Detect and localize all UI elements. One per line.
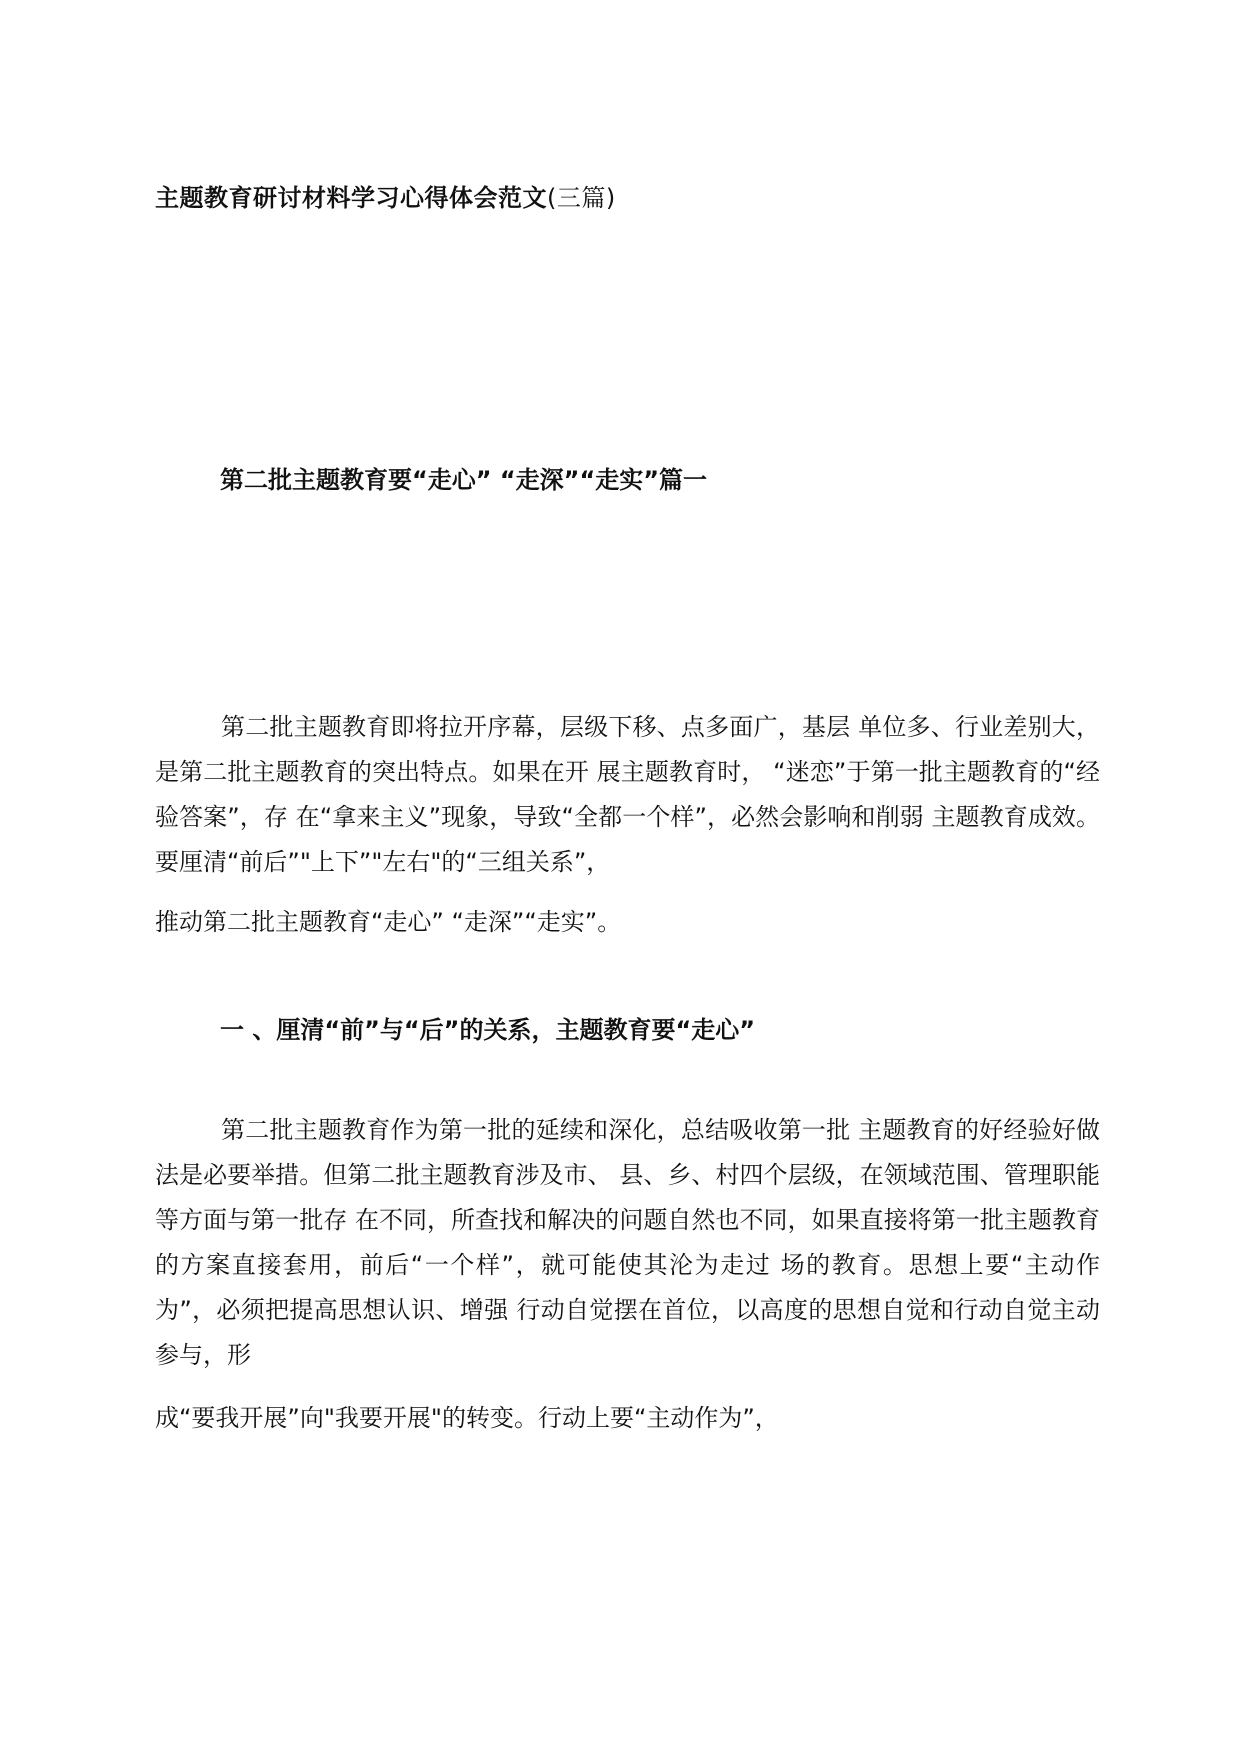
paragraph-2-continued: 成“要我开展”向"我要开展"的转变。行动上要“主动作为”， [155,1404,779,1432]
document-title-suffix: (三篇) [547,184,616,212]
document-title-main: 主题教育研讨材料学习心得体会范文 [155,184,547,212]
subheading-1: 一 、厘清“前”与“后”的关系，主题教育要“走心” [220,1016,755,1044]
paragraph-1-continued: 推动第二批主题教育“走心” “走深”“走实”。 [155,908,622,936]
paragraph-1: 第二批主题教育即将拉开序幕，层级下移、点多面广，基层 单位多、行业差别大，是第二批主题教育的突出特点。如果在开 展主题教育时， “迷恋”于第一批主题教育的“经验答案”，存 在“拿来主义”现象，导致“全都一个样”，必然会影响和削弱 主题教育成效。要厘清“前后”"上下”"左右"的“三组关系”， [155,713,1100,876]
document-title [155,178,616,213]
paragraph-2: 第二批主题教育作为第一批的延续和深化，总结吸收第一批 主题教育的好经验好做法是必要举措。但第二批主题教育涉及市、 县、乡、村四个层级，在领域范围、管理职能等方面与第一批存 在不同，所查找和解决的问题自然也不同，如果直接将第一批主题教育的方案直接套用，前后“一个样”，就可能使其沦为走过 场的教育。思想上要“主动作为”，必须把提高思想认识、增强 行动自觉摆在首位，以高度的思想自觉和行动自觉主动参与，形 [155,1116,1100,1369]
section-title: 第二批主题教育要“走心” “走深”“走实”篇一 [220,466,707,494]
